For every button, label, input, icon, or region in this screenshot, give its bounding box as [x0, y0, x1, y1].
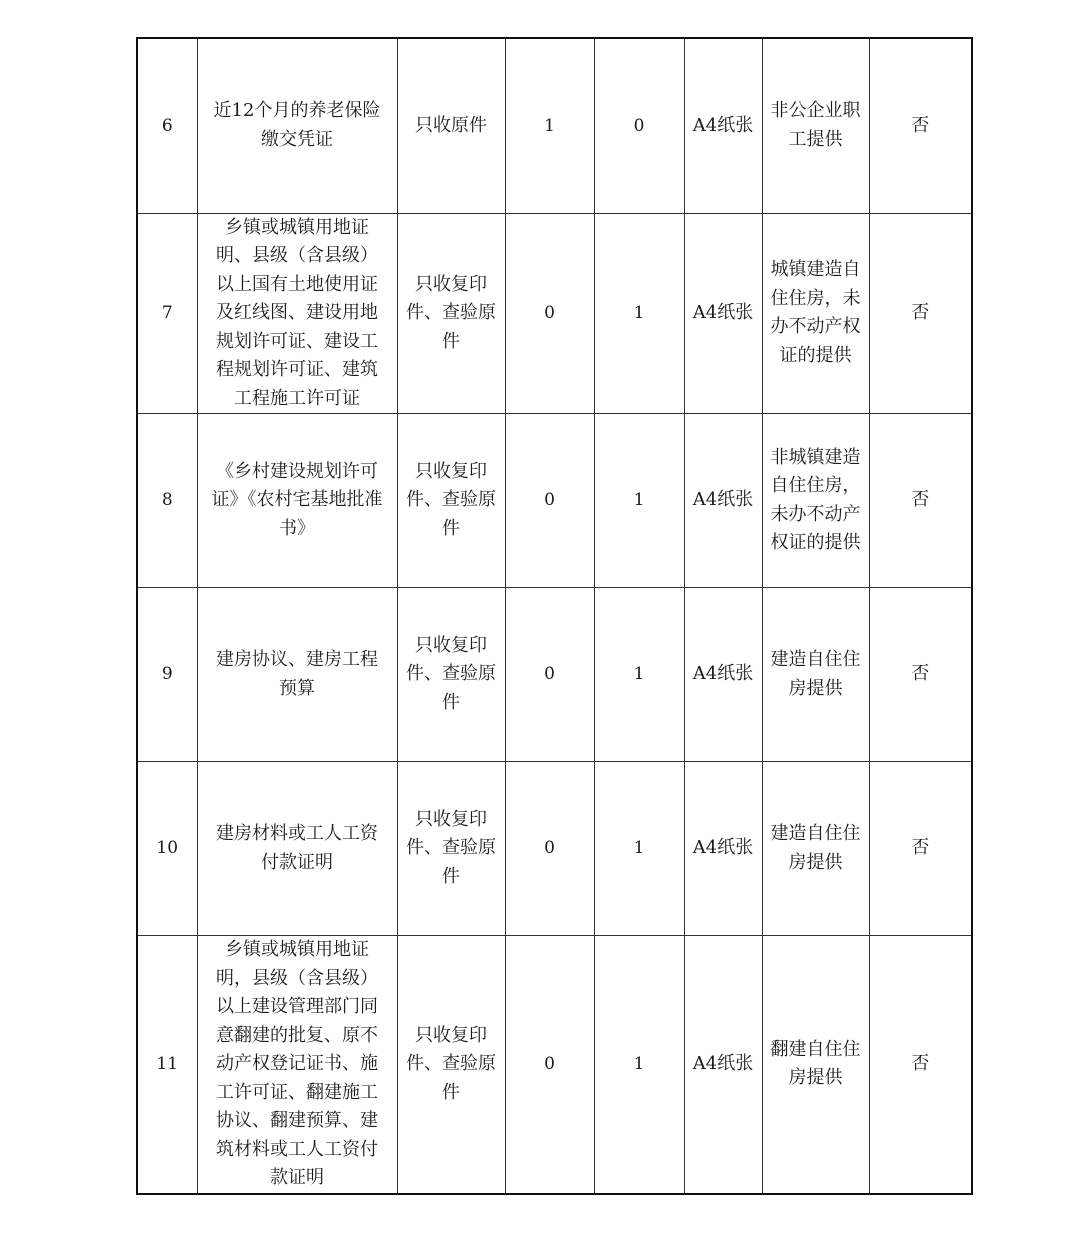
remark: 翻建自住住房提供 — [762, 936, 869, 1194]
material-name: 乡镇或城镇用地证明，县级（含县级）以上建设管理部门同意翻建的批复、原不动产权登记证书、施工许可证、翻建施工协议、翻建预算、建筑材料或工人工资付款证明 — [197, 936, 397, 1194]
original-count: 0 — [505, 213, 594, 414]
copy-count: 1 — [594, 213, 684, 414]
row-number: 8 — [137, 414, 197, 588]
copy-count: 1 — [594, 588, 684, 762]
original-count: 0 — [505, 588, 594, 762]
submission-requirement: 只收复印件、查验原件 — [397, 414, 505, 588]
required-flag: 否 — [869, 213, 972, 414]
submission-requirement: 只收复印件、查验原件 — [397, 936, 505, 1194]
required-flag: 否 — [869, 414, 972, 588]
submission-requirement: 只收复印件、查验原件 — [397, 762, 505, 936]
submission-requirement: 只收复印件、查验原件 — [397, 588, 505, 762]
original-count: 0 — [505, 414, 594, 588]
materials-table — [136, 37, 973, 1195]
copy-count: 1 — [594, 762, 684, 936]
original-count: 0 — [505, 936, 594, 1194]
required-flag: 否 — [869, 588, 972, 762]
required-flag: 否 — [869, 762, 972, 936]
table-row — [137, 762, 972, 936]
paper-format: A4纸张 — [684, 762, 762, 936]
original-count: 1 — [505, 38, 594, 213]
material-name: 乡镇或城镇用地证明、县级（含县级）以上国有土地使用证及红线图、建设用地规划许可证、建设工程规划许可证、建筑工程施工许可证 — [197, 213, 397, 414]
paper-format: A4纸张 — [684, 588, 762, 762]
remark: 非公企业职工提供 — [762, 38, 869, 213]
paper-format: A4纸张 — [684, 414, 762, 588]
row-number: 10 — [137, 762, 197, 936]
table-row — [137, 414, 972, 588]
row-number: 7 — [137, 213, 197, 414]
row-number: 11 — [137, 936, 197, 1194]
paper-format: A4纸张 — [684, 38, 762, 213]
remark: 城镇建造自住住房，未办不动产权证的提供 — [762, 213, 869, 414]
paper-format: A4纸张 — [684, 213, 762, 414]
required-flag: 否 — [869, 38, 972, 213]
row-number: 9 — [137, 588, 197, 762]
table-row — [137, 213, 972, 414]
table-row — [137, 936, 972, 1194]
material-name: 《乡村建设规划许可证》《农村宅基地批准书》 — [197, 414, 397, 588]
submission-requirement: 只收原件 — [397, 38, 505, 213]
material-name: 建房材料或工人工资付款证明 — [197, 762, 397, 936]
material-name: 近12个月的养老保险缴交凭证 — [197, 38, 397, 213]
paper-format: A4纸张 — [684, 936, 762, 1194]
original-count: 0 — [505, 762, 594, 936]
copy-count: 1 — [594, 936, 684, 1194]
required-flag: 否 — [869, 936, 972, 1194]
row-number: 6 — [137, 38, 197, 213]
copy-count: 1 — [594, 414, 684, 588]
remark: 非城镇建造自住住房，未办不动产权证的提供 — [762, 414, 869, 588]
material-name: 建房协议、建房工程预算 — [197, 588, 397, 762]
submission-requirement: 只收复印件、查验原件 — [397, 213, 505, 414]
table-row — [137, 38, 972, 213]
table-row — [137, 588, 972, 762]
copy-count: 0 — [594, 38, 684, 213]
remark: 建造自住住房提供 — [762, 762, 869, 936]
remark: 建造自住住房提供 — [762, 588, 869, 762]
